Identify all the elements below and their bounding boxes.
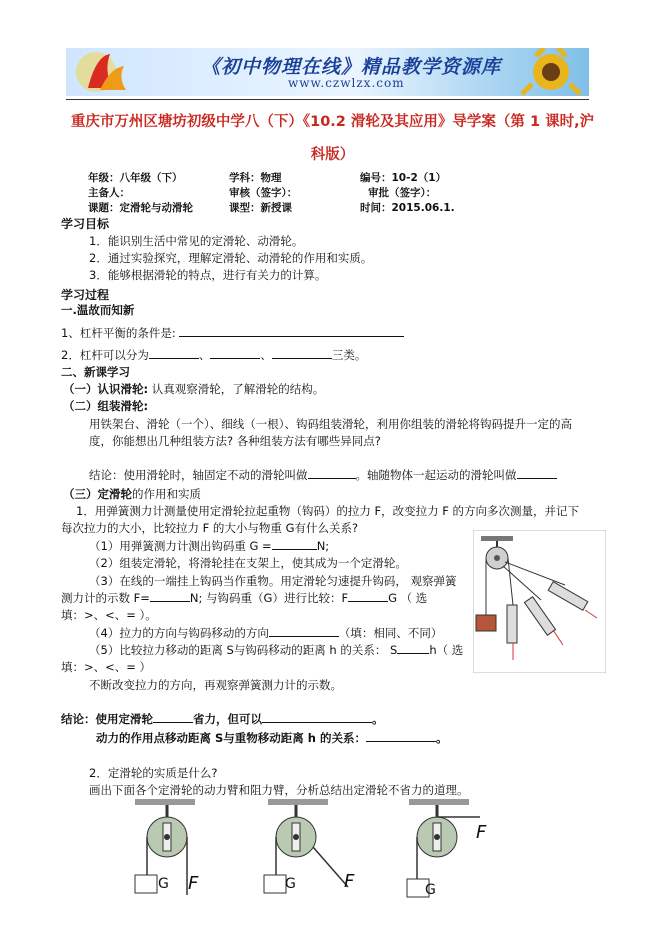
section-2-text-1: 用铁架台、滑轮（一个）、细线（一根）、钩码组装滑轮，利用你组装的滑轮将钩码提升一定的高 xyxy=(89,417,572,431)
step-3-line-1: （3）在线的一端挂上钩码当作重物。用定滑轮匀速提升钩码， 观察弹簧 xyxy=(89,574,457,588)
answer-blank[interactable] xyxy=(269,626,339,637)
answer-blank[interactable] xyxy=(150,591,190,602)
goal-item-1: 1．能识别生活中常见的定滑轮、动滑轮。 xyxy=(89,234,304,248)
answer-blank[interactable] xyxy=(153,712,193,723)
spring-scale-figure xyxy=(473,530,606,673)
force-label-1: F xyxy=(188,873,199,894)
pulley-diagram-3 xyxy=(395,797,500,902)
force-label-2: F xyxy=(344,871,355,892)
question-2-text: 画出下面各个定滑轮的动力臂和阻力臂，分析总结出定滑轮不省力的道理。 xyxy=(89,783,469,797)
question-2-title: 2．定滑轮的实质是什么? xyxy=(89,766,218,780)
section-3-text-2: 每次拉力的大小，比较拉力 F 的大小与物重 G有什么关系? xyxy=(61,521,359,535)
repeat-instruction: 不断改变拉力的方向，再观察弹簧测力计的示数。 xyxy=(89,678,342,692)
section-3-heading: （三）定滑轮的作用和实质 xyxy=(63,487,201,501)
step-5-line-2: 填：>、<、= ） xyxy=(61,660,152,674)
meta-grade: 年级：八年级（下） xyxy=(88,172,183,184)
review-q2: 2．杠杆可以分为 、 、 三类。 xyxy=(61,348,367,362)
meta-code: 编号：10-2（1） xyxy=(360,172,447,184)
meta-subject: 学科：物理 xyxy=(229,172,282,184)
pulley-diagram-1 xyxy=(125,797,220,897)
answer-blank[interactable] xyxy=(272,348,332,359)
section-2-text-2: 度，你能想出几种组装方法? 各种组装方法有哪些异同点? xyxy=(89,434,381,448)
page-title-cont: 科版） xyxy=(310,147,355,163)
section-1: （一）认识滑轮: 认真观察滑轮，了解滑轮的结构。 xyxy=(63,382,325,396)
step-3-line-3: 填：>、<、= ）。 xyxy=(61,608,157,622)
review-q1: 1、杠杆平衡的条件是: xyxy=(61,325,404,341)
answer-blank[interactable] xyxy=(149,348,199,359)
page-title: 重庆市万州区塘坊初级中学八（下）《10.2 滑轮及其应用》导学案（第 1 课时,沪 xyxy=(70,114,595,130)
goal-item-3: 3．能够根据滑轮的特点，进行有关力的计算。 xyxy=(89,268,327,282)
meta-approver: 审批（签字）： xyxy=(368,187,437,199)
review-heading: 一.温故而知新 xyxy=(61,303,135,317)
conclusion-line: 结论：使用滑轮时，轴固定不动的滑轮叫做 。轴随物体一起运动的滑轮叫做 xyxy=(89,467,557,483)
new-lesson-heading: 二、新课学习 xyxy=(61,365,130,379)
summary-line-2: 动力的作用点移动距离 S与重物移动距离 h 的关系： 。 xyxy=(96,731,448,745)
header-banner xyxy=(66,48,589,96)
step-4: （4）拉力的方向与钩码移动的方向 （填：相同、不同） xyxy=(89,626,443,640)
weight-label-1: G xyxy=(158,876,169,892)
answer-blank[interactable] xyxy=(179,326,404,337)
section-2-heading: （二）组装滑轮: xyxy=(63,399,149,413)
meta-lesson-type: 课型：新授课 xyxy=(229,202,292,214)
answer-blank[interactable] xyxy=(308,468,356,479)
answer-blank[interactable] xyxy=(366,731,436,742)
step-2: （2）组装定滑轮，将滑轮挂在支架上，使其成为一个定滑轮。 xyxy=(89,556,407,570)
meta-date: 时间：2015.06.1. xyxy=(360,202,455,214)
answer-blank[interactable] xyxy=(210,348,260,359)
force-label-3: F xyxy=(476,822,487,843)
meta-preparer: 主备人： xyxy=(88,187,130,199)
meta-reviewer: 审核（签字）： xyxy=(229,187,298,199)
answer-blank[interactable] xyxy=(272,539,317,550)
step-1: （1）用弹簧测力计测出钩码重 G = N; xyxy=(89,539,330,553)
goal-item-2: 2．通过实验探究，理解定滑轮、动滑轮的作用和实质。 xyxy=(89,251,373,265)
summary-line: 结论：使用定滑轮 省力，但可以 。 xyxy=(61,712,384,726)
banner-url: www.czwlzx.com xyxy=(288,76,405,90)
process-heading: 学习过程 xyxy=(61,288,110,302)
header-rule xyxy=(66,99,589,100)
banner-title: 《初中物理在线》精品教学资源库 xyxy=(201,56,502,78)
weight-label-2: G xyxy=(285,876,296,892)
answer-blank[interactable] xyxy=(348,591,388,602)
answer-blank[interactable] xyxy=(397,643,429,654)
meta-topic: 课题：定滑轮与动滑轮 xyxy=(88,202,193,214)
section-3-text-1: 1．用弹簧测力计测量使用定滑轮拉起重物（钩码）的拉力 F，改变拉力 F 的方向多次测量，并记下 xyxy=(76,504,580,518)
answer-blank[interactable] xyxy=(262,712,372,723)
goals-heading: 学习目标 xyxy=(61,217,110,231)
step-3-line-2: 测力计的示数 F= N; 与钩码重（G）进行比较：F G （ 选 xyxy=(61,591,428,605)
weight-label-3: G xyxy=(425,882,436,898)
answer-blank[interactable] xyxy=(517,468,557,479)
step-5: （5）比较拉力移动的距离 S与钩码移动的距离 h 的关系： S h（ 选 xyxy=(89,643,464,657)
